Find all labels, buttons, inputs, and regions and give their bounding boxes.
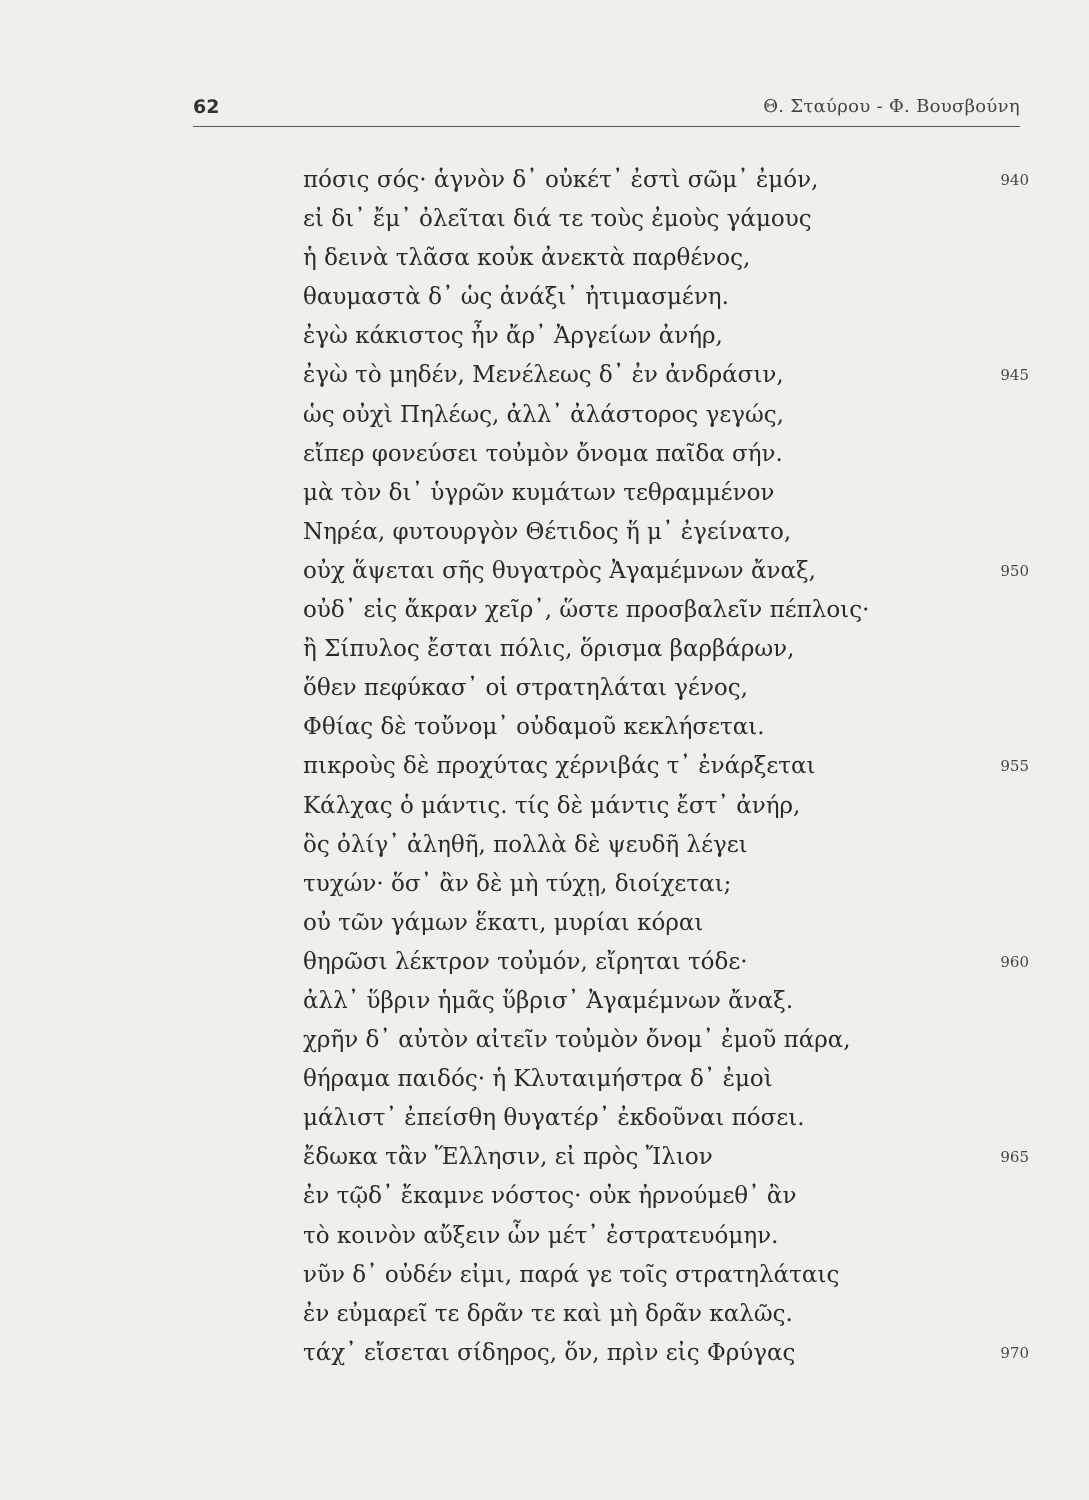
verse-line	[0, 1177, 1089, 1216]
verse-line	[0, 396, 1089, 435]
verse-line-text: εἴπερ φονεύσει τοὐμὸν ὄνομα παῖδα σήν.	[303, 440, 783, 467]
verse-line	[0, 591, 1089, 630]
verse-line	[0, 1021, 1089, 1060]
verse-line-text: μὰ τὸν δι᾽ ὑγρῶν κυμάτων τεθραμμένον	[303, 479, 775, 506]
verse-line-text: θηρῶσι λέκτρον τοὐμόν, εἴρηται τόδε·	[303, 948, 748, 975]
verse-line-text: ἀλλ᾽ ὕβριν ἡμᾶς ὕβρισ᾽ Ἀγαμέμνων ἄναξ.	[303, 987, 794, 1014]
verse-line	[0, 200, 1089, 239]
verse-line-text: Κάλχας ὁ μάντις. τίς δὲ μάντις ἔστ᾽ ἀνήρ,	[303, 792, 801, 819]
verse-line-text: πικροὺς δὲ προχύτας χέρνιβάς τ᾽ ἐνάρξεται	[303, 753, 816, 780]
verse-line-text: Νηρέα, φυτουργὸν Θέτιδος ἥ μ᾽ ἐγείνατο,	[303, 518, 792, 545]
verse-line-text: νῦν δ᾽ οὐδέν εἰμι, παρά γε τοῖς στρατηλάταις	[303, 1261, 840, 1288]
verse-line	[0, 1295, 1089, 1334]
verse-line-text: τυχών· ὅσ᾽ ἂν δὲ μὴ τύχῃ, διοίχεται;	[303, 870, 732, 897]
verse-line-text: μάλιστ᾽ ἐπείσθη θυγατέρ᾽ ἐκδοῦναι πόσει.	[303, 1105, 805, 1132]
verse-line	[0, 787, 1089, 826]
verse-line	[0, 239, 1089, 278]
verse-line	[0, 161, 1089, 200]
verse-line	[0, 552, 1089, 591]
verse-line-text: οὐδ᾽ εἰς ἄκραν χεῖρ᾽, ὥστε προσβαλεῖν πέπλοις·	[303, 597, 870, 624]
verse-line	[0, 904, 1089, 943]
running-head: Θ. Σταύρου - Φ. Βουσβούνη	[763, 96, 1020, 117]
verse-line-text: χρῆν δ᾽ αὐτὸν αἰτεῖν τοὐμὸν ὄνομ᾽ ἐμοῦ πάρα,	[303, 1027, 851, 1054]
verse-line-text: Φθίας δὲ τοὔνομ᾽ οὐδαμοῦ κεκλήσεται.	[303, 714, 765, 741]
verse-line-text: εἰ δι᾽ ἔμ᾽ ὀλεῖται διά τε τοὺς ἐμοὺς γάμους	[303, 206, 812, 233]
verse-line-text: τάχ᾽ εἴσεται σίδηρος, ὅν, πρὶν εἰς Φρύγας	[303, 1339, 796, 1366]
line-number: 945	[1000, 366, 1029, 385]
verse-line-text: ἐγὼ τὸ μηδέν, Μενέλεως δ᾽ ἐν ἀνδράσιν,	[303, 362, 784, 389]
verse-line	[0, 669, 1089, 708]
verse-line	[0, 865, 1089, 904]
page-header	[193, 96, 1020, 128]
verse-line-text: θήραμα παιδός· ἡ Κλυταιμήστρα δ᾽ ἐμοὶ	[303, 1066, 773, 1093]
header-rule	[193, 126, 1020, 127]
verse-line-text: ἐγὼ κάκιστος ἦν ἄρ᾽ Ἀργείων ἀνήρ,	[303, 323, 723, 350]
verse-block	[0, 161, 1089, 1373]
verse-line-text: τὸ κοινὸν αὔξειν ὧν μέτ᾽ ἐστρατευόμην.	[303, 1222, 779, 1249]
verse-line-text: ἢ Σίπυλος ἔσται πόλις, ὅρισμα βαρβάρων,	[303, 636, 795, 663]
verse-line-text: θαυμαστὰ δ᾽ ὡς ἀνάξι᾽ ἠτιμασμένη.	[303, 284, 729, 311]
verse-line-text: ὅθεν πεφύκασ᾽ οἱ στρατηλάται γένος,	[303, 675, 748, 702]
line-number: 955	[1000, 757, 1029, 776]
verse-line	[0, 1099, 1089, 1138]
verse-line	[0, 513, 1089, 552]
verse-line	[0, 1138, 1089, 1177]
verse-line	[0, 1334, 1089, 1373]
verse-line	[0, 630, 1089, 669]
verse-line	[0, 747, 1089, 786]
verse-line	[0, 278, 1089, 317]
line-number: 950	[1000, 561, 1029, 580]
verse-line-text: ἡ δεινὰ τλᾶσα κοὐκ ἀνεκτὰ παρθένος,	[303, 245, 751, 272]
verse-line-text: ἐν εὐμαρεῖ τε δρᾶν τε καὶ μὴ δρᾶν καλῶς.	[303, 1300, 793, 1327]
verse-line-text: ἐν τῷδ᾽ ἔκαμνε νόστος· οὐκ ἠρνούμεθ᾽ ἂν	[303, 1183, 797, 1210]
verse-line-text: οὐ τῶν γάμων ἕκατι, μυρίαι κόραι	[303, 909, 704, 936]
line-number: 965	[1000, 1148, 1029, 1167]
verse-line-text: οὐχ ἅψεται σῆς θυγατρὸς Ἀγαμέμνων ἄναξ,	[303, 557, 816, 584]
verse-line	[0, 356, 1089, 395]
page-number: 62	[193, 96, 220, 118]
verse-line-text: ἔδωκα τἂν Ἕλλησιν, εἰ πρὸς Ἴλιον	[303, 1144, 713, 1171]
verse-line	[0, 982, 1089, 1021]
verse-line	[0, 474, 1089, 513]
verse-line	[0, 435, 1089, 474]
line-number: 970	[1000, 1343, 1029, 1362]
verse-line	[0, 826, 1089, 865]
verse-line	[0, 1060, 1089, 1099]
verse-line	[0, 317, 1089, 356]
line-number: 960	[1000, 952, 1029, 971]
verse-line	[0, 1256, 1089, 1295]
verse-line-text: πόσις σός· ἁγνὸν δ᾽ οὐκέτ᾽ ἐστὶ σῶμ᾽ ἐμόν,	[303, 167, 819, 193]
verse-line	[0, 943, 1089, 982]
verse-line	[0, 1217, 1089, 1256]
verse-line	[0, 708, 1089, 747]
line-number: 940	[1000, 171, 1029, 189]
verse-line-text: ὃς ὀλίγ᾽ ἀληθῆ, πολλὰ δὲ ψευδῆ λέγει	[303, 831, 748, 858]
verse-line-text: ὡς οὐχὶ Πηλέως, ἀλλ᾽ ἀλάστορος γεγώς,	[303, 401, 784, 428]
